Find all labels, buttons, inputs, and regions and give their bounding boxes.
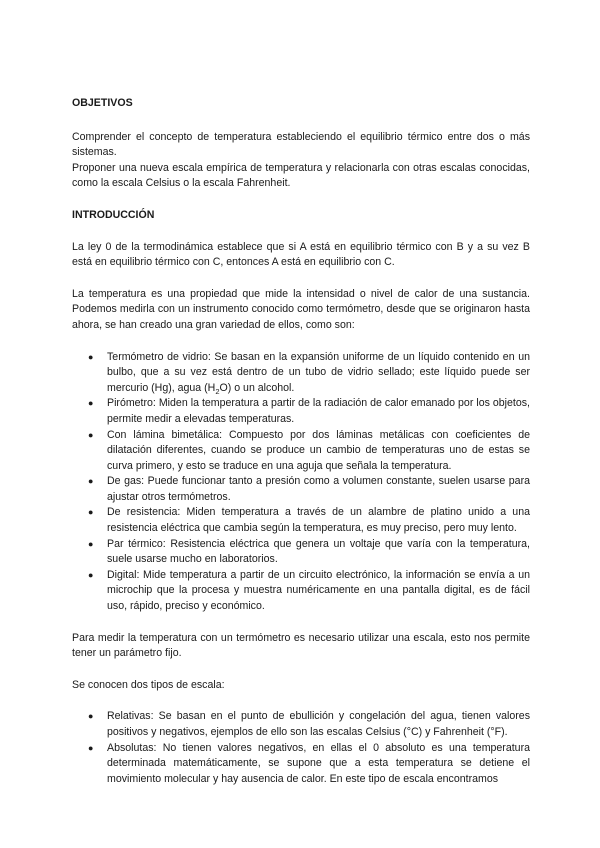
heading-introduccion: INTRODUCCIÓN (72, 208, 155, 221)
bullet-icon: ● (88, 351, 94, 362)
list-item (72, 568, 530, 615)
bullet-icon: ● (88, 476, 94, 487)
bullet-icon: ● (88, 429, 94, 440)
list-item (72, 428, 530, 475)
list-item (72, 741, 530, 788)
scale-list (72, 709, 530, 787)
list-item (72, 709, 530, 740)
list-item-text: Par térmico: Resistencia eléctrica que genera un voltaje que varía con la temperatura, suele usarse mucho en laboratorios. (107, 537, 530, 566)
list-item (72, 396, 530, 427)
list-item-text: Absolutas: No tienen valores negativos, en ellas el 0 absoluto es una temperatura determinada matemáticamente, se supone que a esta temperatura se detiene el movimiento molecular y hay ausencia de calor. En este tipo de escala encontramos (107, 741, 530, 785)
bullet-icon: ● (88, 742, 94, 753)
list-item (72, 537, 530, 568)
list-item-text: De gas: Puede funcionar tanto a presión como a volumen constante, suelen usarse para ajustar otros termómetros. (107, 475, 530, 503)
list-item (72, 474, 530, 505)
objetivos-paragraph-1: Comprender el concepto de temperatura estableciendo el equilibrio térmico entre dos o más sistemas. (72, 130, 530, 159)
bullet-icon: ● (88, 507, 94, 518)
list-item-text: Termómetro de vidrio: Se basan en la expansión uniforme de un líquido contenido en un bulbo, que a su vez está dentro de un tubo de vidrio sellado; este líquido puede ser mercurio (Hg), agua (H (107, 350, 530, 394)
subscript: 2 (215, 386, 220, 396)
intro-paragraph-4: Se conocen dos tipos de escala: (72, 678, 225, 691)
bullet-icon: ● (88, 711, 94, 722)
heading-objetivos: OBJETIVOS (72, 97, 133, 109)
list-item-text: O) o un alcohol. (219, 381, 295, 394)
intro-paragraph-1: La ley 0 de la termodinámica establece que si A está en equilibrio térmico con B y a su vez B está en equilibrio térmico con C, entonces A está en equilibrio con C. (72, 240, 530, 269)
intro-paragraph-2: La temperatura es una propiedad que mide la intensidad o nivel de calor de una sustancia. Podemos medirla con un instrumento conocido como termómetro, desde que se originaron hasta ahora, se han creado una gran variedad de ellos, como son: (72, 287, 530, 331)
thermometer-list (72, 350, 530, 615)
intro-paragraph-3: Para medir la temperatura con un termómetro es necesario utilizar una escala, esto nos permite tener un parámetro fijo. (72, 631, 530, 660)
bullet-icon: ● (88, 538, 94, 549)
document-page (72, 96, 530, 787)
objetivos-paragraph-2: Proponer una nueva escala empírica de temperatura y relacionarla con otras escalas conocidas, como la escala Celsius o la escala Fahrenheit. (72, 161, 530, 190)
list-item (72, 505, 530, 536)
list-item-text: De resistencia: Miden temperatura a través de un alambre de platino unido a una resistencia eléctrica que cambia según la temperatura, es muy preciso, pero muy lento. (107, 506, 530, 535)
bullet-icon: ● (88, 398, 94, 409)
list-item-text: Relativas: Se basan en el punto de ebullición y congelación del agua, tienen valores positivos y negativos, ejemplos de ello son las escalas Celsius (°C) y Fahrenheit (°F). (107, 710, 530, 738)
bullet-icon: ● (88, 569, 94, 580)
list-item-text: Digital: Mide temperatura a partir de un circuito electrónico, la información se envía a un microchip que la procesa y muestra numéricamente en una pantalla digital, es de fácil uso, rápido, preciso y económico. (107, 568, 530, 613)
list-item (72, 350, 530, 397)
list-item-text: Con lámina bimetálica: Compuesto por dos láminas metálicas con coeficientes de dilatación diferentes, cuando se produce un cambio de temperaturas uno de estas se curva primero, y esto se traduce en una aguja que señala la temperatura. (107, 428, 530, 472)
list-item-text: Pirómetro: Miden la temperatura a partir de la radiación de calor emanado por los objetos, permite medir a elevadas temperaturas. (107, 397, 530, 425)
